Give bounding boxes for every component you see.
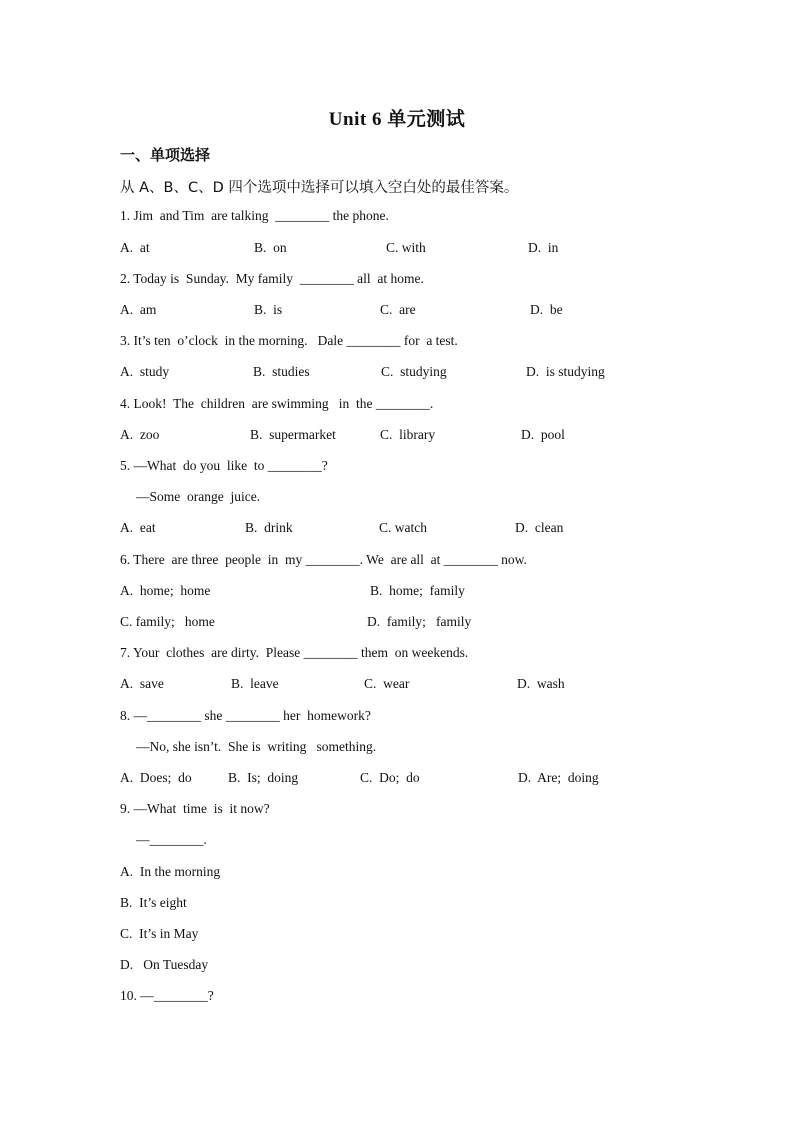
q6-option-d: D. family; family [367,614,472,629]
q6-option-c: C. family; home [120,614,215,629]
q7-option-a: A. save [120,676,164,691]
q8-option-b: B. Is; doing [228,770,299,785]
q3-option-b: B. studies [253,364,310,379]
q2-option-c: C. are [380,302,416,317]
q4-option-a: A. zoo [120,427,160,442]
q8-reply: —No, she isn’t. She is writing something. [136,739,377,754]
q1-option-c: C. with [386,240,426,255]
q2-option-b: B. is [254,302,283,317]
q9-option-b: B. It’s eight [120,895,187,910]
q9-reply: —________. [136,832,207,847]
question-8: 8. —________ she ________ her homework? [120,708,371,723]
q7-option-b: B. leave [231,676,279,691]
section-heading: 一、单项选择 [120,146,211,164]
q5-option-c: C. watch [379,520,427,535]
q3-option-c: C. studying [381,364,447,379]
q5-option-b: B. drink [245,520,293,535]
q4-option-c: C. library [380,427,436,442]
q6-option-a: A. home; home [120,583,211,598]
q5-option-a: A. eat [120,520,156,535]
q3-option-d: D. is studying [526,364,605,379]
instructions: 从 A、B、C、D 四个选项中选择可以填入空白处的最佳答案。 [120,180,519,196]
q2-option-a: A. am [120,302,157,317]
question-4: 4. Look! The children are swimming in the ________. [120,396,434,411]
q1-option-b: B. on [254,240,287,255]
q8-option-d: D. Are; doing [518,770,599,785]
q9-option-a: A. In the morning [120,864,221,879]
q9-option-d: D. On Tuesday [120,957,209,972]
q1-option-a: A. at [120,240,150,255]
question-7: 7. Your clothes are dirty. Please ________ them on weekends. [120,645,469,660]
q5-reply: —Some orange juice. [136,489,261,504]
q4-option-d: D. pool [521,427,565,442]
question-2: 2. Today is Sunday. My family ________ all at home. [120,271,424,286]
q3-option-a: A. study [120,364,170,379]
q2-option-d: D. be [530,302,563,317]
q8-option-a: A. Does; do [120,770,192,785]
question-1: 1. Jim and Tim are talking ________ the phone. [120,208,389,223]
question-10: 10. —________? [120,988,214,1003]
q1-option-d: D. in [528,240,559,255]
q7-option-c: C. wear [364,676,410,691]
question-3: 3. It’s ten o’clock in the morning. Dale ________ for a test. [120,333,458,348]
question-6: 6. There are three people in my ________. We are all at ________ now. [120,552,527,567]
page-title: Unit 6 单元测试 [328,109,466,130]
q9-option-c: C. It’s in May [120,926,199,941]
question-9: 9. —What time is it now? [120,801,270,816]
question-5: 5. —What do you like to ________? [120,458,328,473]
q7-option-d: D. wash [517,676,565,691]
q5-option-d: D. clean [515,520,564,535]
q4-option-b: B. supermarket [250,427,336,442]
q8-option-c: C. Do; do [360,770,420,785]
q6-option-b: B. home; family [370,583,465,598]
